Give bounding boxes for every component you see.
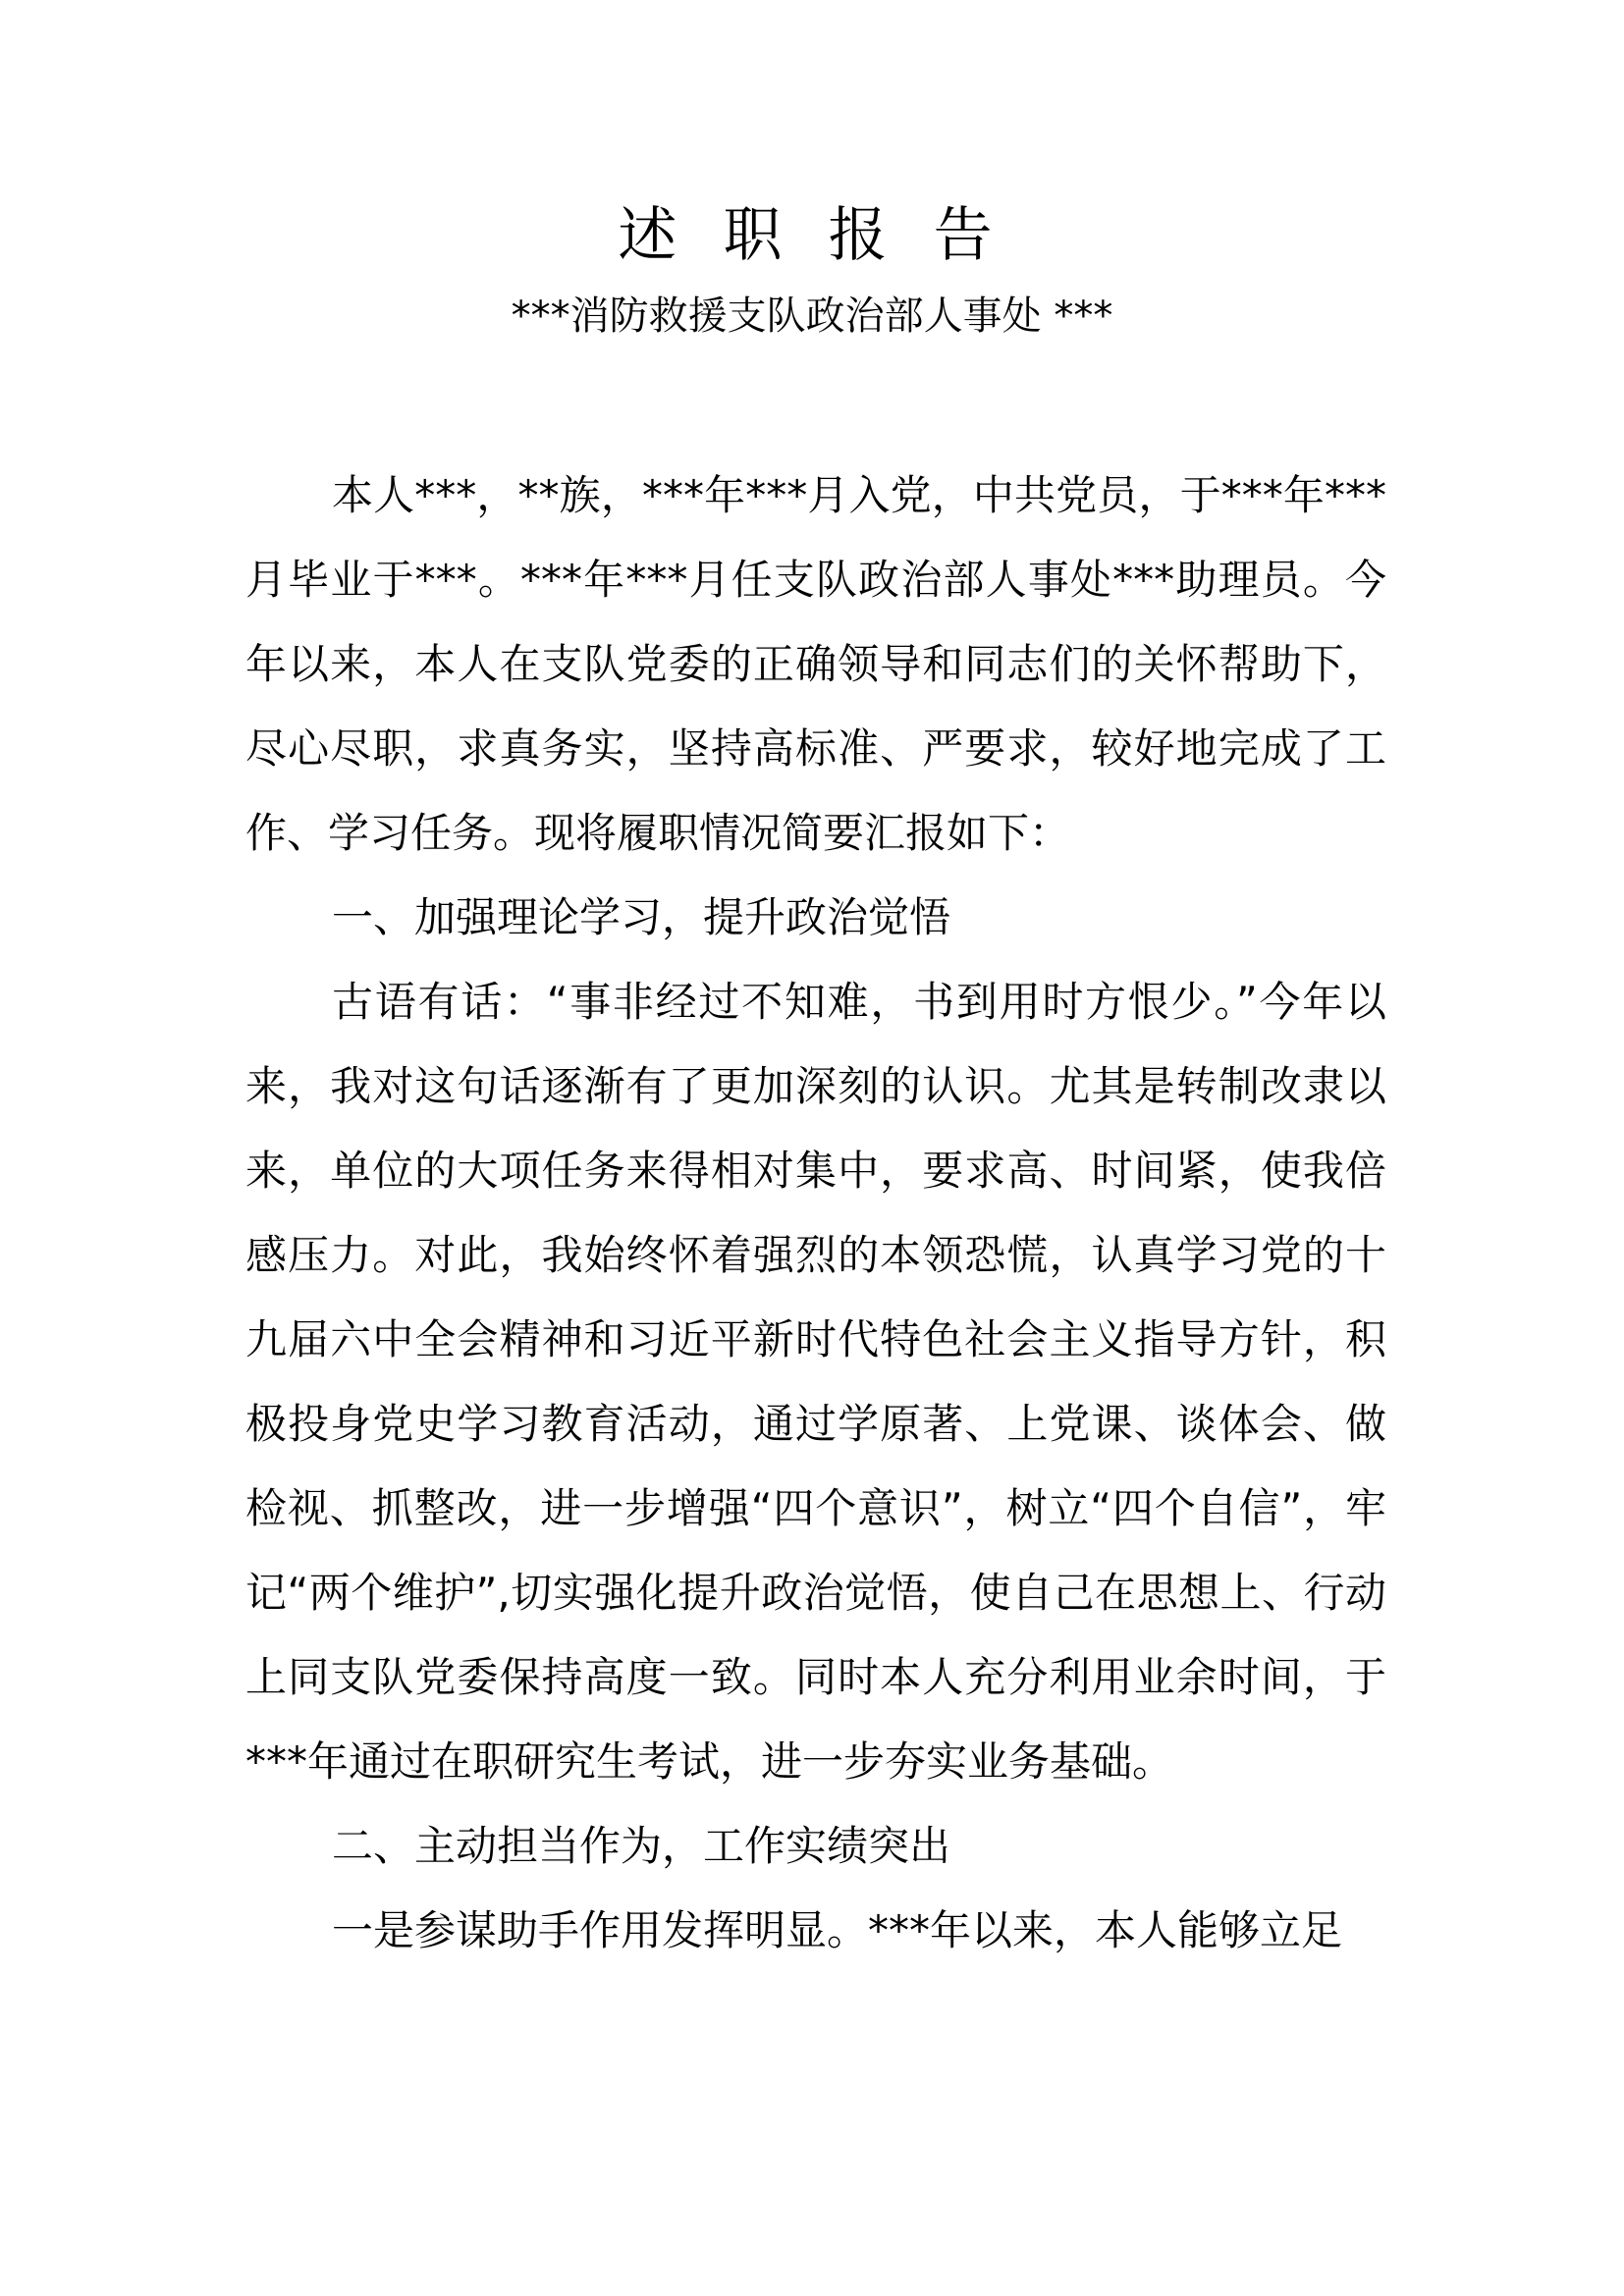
paragraph-intro: 本人***，**族，***年***月入党，中共党员，于***年***月毕业于***。***年***月任支队政治部人事处***助理员。今年以来，本人在支队党委的正确领导和同志们的关怀帮助下，尽心尽职，求真务实，坚持高标准、严要求，较好地完成了工作、学习任务。现将履职情况简要汇报如下： — [245, 471, 1386, 857]
paragraph-theory-study: 古语有话：“事非经过不知难，书到用时方恨少。”今年以来，我对这句话逐渐有了更加深刻的认识。尤其是转制改隶以来，单位的大项任务来得相对集中，要求高、时间紧，使我倍感压力。对此，我始终怀着强烈的本领恐慌，认真学习党的十九届六中全会精神和习近平新时代特色社会主义指导方针，积极投身党史学习教育活动，通过学原著、上党课、谈体会、做检视、抓整改，进一步增强“四个意识”，树立“四个自信”，牢记“两个维护”,切实强化提升政治觉悟，使自己在思想上、行动上同支队党委保持高度一致。同时本人充分利用业余时间，于***年通过在职研究生考试，进一步夯实业务基础。 — [245, 978, 1386, 1786]
section-heading-2: 二、主动担当作为，工作实绩突出 — [332, 1822, 951, 1870]
paragraph-work-results: 一是参谋助手作用发挥明显。***年以来，本人能够立足 — [332, 1906, 1343, 1954]
section-heading-1: 一、加强理论学习，提升政治觉悟 — [332, 893, 951, 941]
document-subtitle: ***消防救援支队政治部人事处 *** — [511, 294, 1113, 339]
document-body — [245, 454, 1386, 1973]
document-title: 述 职 报 告 — [618, 201, 1006, 270]
